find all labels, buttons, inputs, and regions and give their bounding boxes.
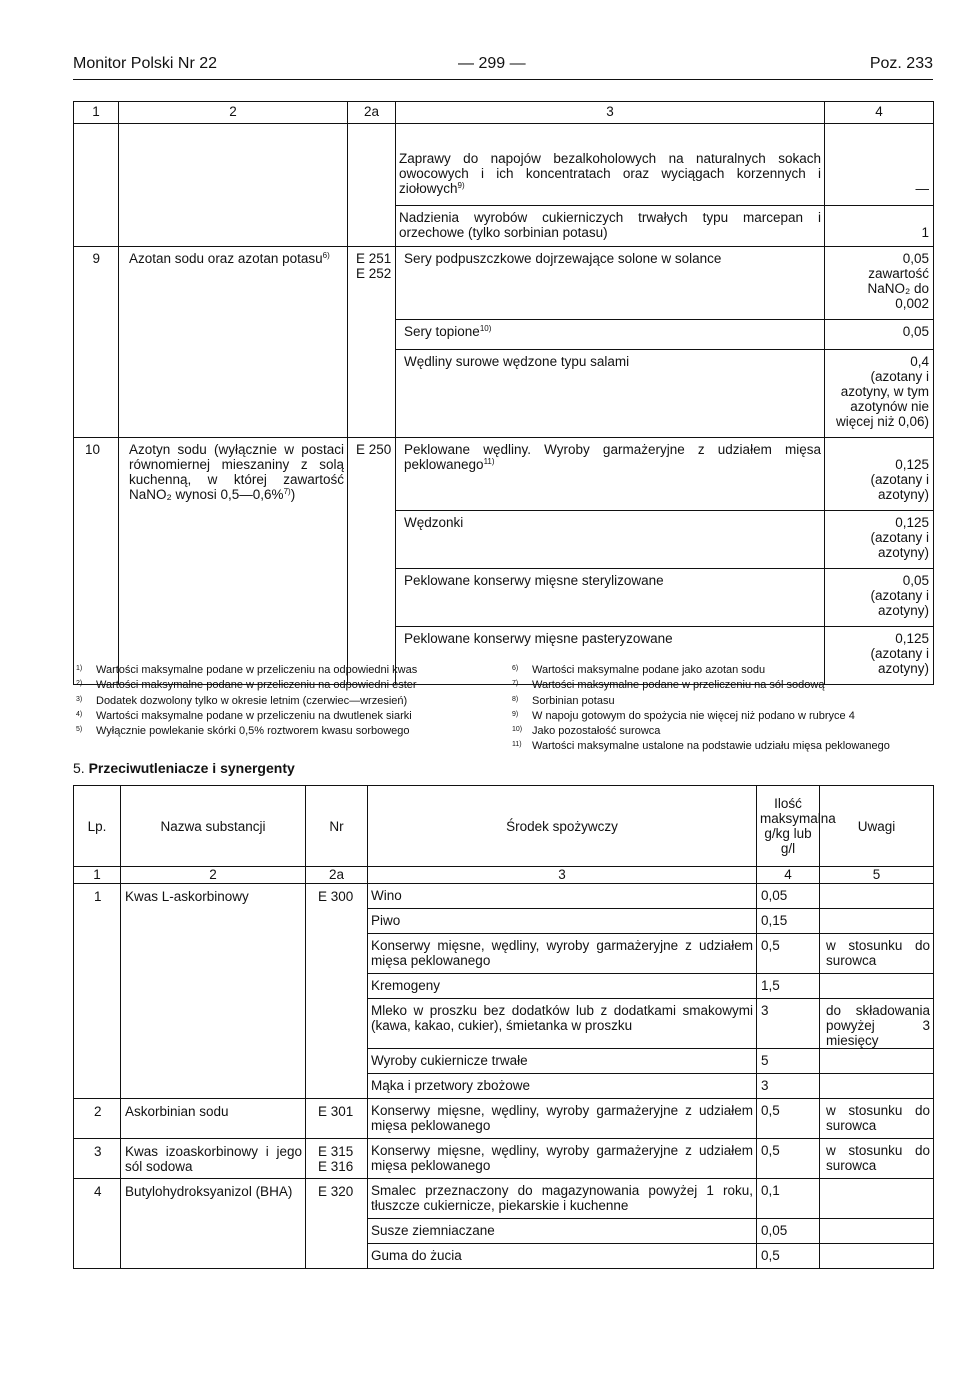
value-cell bbox=[825, 569, 934, 627]
column-number-3 bbox=[306, 867, 368, 884]
food-text: Wędzonki bbox=[404, 515, 464, 530]
food-text: Guma do żucia bbox=[371, 1248, 462, 1263]
quantity-text: 0,1 bbox=[761, 1183, 780, 1198]
value-cell bbox=[825, 206, 934, 247]
footnote-mark: 10) bbox=[512, 726, 523, 734]
quantity-cell bbox=[757, 1099, 820, 1139]
food-cell bbox=[396, 350, 825, 438]
column-number-5 bbox=[757, 867, 820, 884]
footnote-mark: 11) bbox=[512, 741, 522, 749]
food-cell bbox=[368, 974, 757, 999]
food-cell bbox=[396, 206, 825, 247]
quantity-text: 0,5 bbox=[761, 1248, 780, 1263]
table-row bbox=[74, 884, 934, 909]
value-cell bbox=[825, 247, 934, 320]
table-row bbox=[74, 206, 934, 247]
quantity-text: 3 bbox=[761, 1078, 769, 1093]
quantity-text: 1,5 bbox=[761, 978, 780, 993]
quantity-cell bbox=[757, 1049, 820, 1074]
column-number-row bbox=[74, 102, 934, 124]
remarks-cell bbox=[820, 1049, 934, 1074]
footnote-text: Wartości maksymalne ustalone na podstawie udziału mięsa peklowanego bbox=[532, 740, 890, 753]
remarks-cell bbox=[820, 1099, 934, 1139]
header-food bbox=[368, 786, 757, 867]
footnote bbox=[512, 693, 890, 708]
column-number: 3 bbox=[558, 867, 566, 882]
footnote-text: Sorbinian potasu bbox=[532, 694, 615, 707]
column-number: 3 bbox=[606, 104, 614, 119]
footnote bbox=[512, 723, 890, 738]
section-number: 5. bbox=[73, 760, 85, 776]
additive-number: E 250 bbox=[356, 442, 392, 457]
food-text: Mleko w proszku bez dodatków lub z dodatkami smakowymi (kawa, kakao, cukier), śmietanka w proszku bbox=[371, 1003, 753, 1033]
substance-name: Kwas izoaskorbinowy i jego sól sodowa bbox=[125, 1144, 302, 1174]
quantity-cell bbox=[757, 1244, 820, 1269]
food-cell bbox=[368, 1244, 757, 1269]
quantity-text: 0,15 bbox=[761, 913, 788, 928]
substance-name: Askorbinian sodu bbox=[125, 1104, 229, 1119]
food-text: Zaprawy do napojów bezalkoholowych na naturalnych sokach owocowych i ich koncentratach oraz wyciągach korzennych i ziołowych bbox=[399, 151, 821, 196]
food-text: Susze ziemniaczane bbox=[371, 1223, 495, 1238]
footnote-text: Jako pozostałość surowca bbox=[532, 725, 661, 738]
food-cell bbox=[368, 884, 757, 909]
remarks-cell bbox=[820, 974, 934, 999]
table-row bbox=[74, 438, 934, 511]
footnote bbox=[76, 677, 417, 692]
remarks-cell bbox=[820, 1139, 934, 1179]
footnote-ref: 10) bbox=[479, 324, 492, 333]
remarks-cell bbox=[820, 1219, 934, 1244]
footnote-text: W napoju gotowym do spożycia nie więcej niż podano w rubryce 4 bbox=[532, 709, 855, 722]
remarks-cell bbox=[820, 1179, 934, 1219]
quantity-cell bbox=[757, 974, 820, 999]
food-text: Peklowane konserwy mięsne pasteryzowane bbox=[404, 631, 673, 646]
section-heading bbox=[73, 761, 295, 776]
header-lp bbox=[74, 786, 121, 867]
lp-text: 2 bbox=[94, 1104, 102, 1119]
column-number-3 bbox=[348, 102, 396, 124]
quantity-cell bbox=[757, 909, 820, 934]
value-cell bbox=[825, 320, 934, 350]
additive-number: E 300 bbox=[318, 889, 354, 904]
footnote-mark: 2) bbox=[76, 680, 83, 688]
footnote-ref: 9) bbox=[457, 181, 465, 190]
header-rule bbox=[73, 79, 933, 80]
footnote-text: Wartości maksymalne podane w przeliczeniu na odpowiedni ester bbox=[96, 679, 417, 692]
footnote-mark: 6) bbox=[512, 665, 519, 672]
quantity-cell bbox=[757, 1139, 820, 1179]
food-text: Nadzienia wyrobów cukierniczych trwałych typu marcepan i orzechowe (tylko sorbinian potasu) bbox=[399, 210, 821, 240]
value-cell bbox=[825, 438, 934, 511]
quantity-text: 0,5 bbox=[761, 1143, 780, 1158]
lp-cell bbox=[74, 124, 119, 206]
value-cell bbox=[825, 124, 934, 206]
food-cell bbox=[368, 999, 757, 1049]
quantity-text: 5 bbox=[761, 1053, 769, 1068]
food-cell bbox=[396, 247, 825, 320]
remarks-cell bbox=[820, 909, 934, 934]
additive-number-cell bbox=[306, 884, 368, 1099]
substance-name-cell bbox=[121, 1179, 306, 1269]
food-cell bbox=[368, 1049, 757, 1074]
column-number: 1 bbox=[93, 867, 101, 882]
value-cell bbox=[825, 511, 934, 569]
quantity-cell bbox=[757, 1179, 820, 1219]
additive-number-cell bbox=[306, 1179, 368, 1269]
remarks-text: w stosunku do surowca bbox=[826, 938, 930, 968]
column-number-1 bbox=[74, 102, 119, 124]
lp-text: 4 bbox=[94, 1184, 102, 1199]
quantity-text: 0,05 bbox=[761, 888, 788, 903]
column-number: 2a bbox=[363, 104, 380, 119]
header-name bbox=[121, 786, 306, 867]
lp-cell bbox=[74, 206, 119, 247]
header-nr bbox=[306, 786, 368, 867]
additives-table-continued bbox=[73, 101, 934, 685]
food-text: Sery podpuszczkowe dojrzewające solone w solance bbox=[404, 251, 722, 266]
additive-number-cell bbox=[348, 247, 396, 438]
lp-text: 1 bbox=[94, 889, 102, 904]
additive-number: E 320 bbox=[318, 1184, 354, 1199]
footnote-ref: 7) bbox=[283, 487, 291, 496]
footnotes-right bbox=[512, 662, 890, 754]
header-label: Lp. bbox=[87, 818, 107, 834]
column-number: 4 bbox=[784, 867, 792, 882]
value-text: — bbox=[915, 181, 929, 196]
food-cell bbox=[368, 1074, 757, 1099]
footnote bbox=[512, 662, 890, 677]
header-label: Ilość maksymalna g/kg lub g/l bbox=[760, 796, 836, 856]
table-row bbox=[74, 1179, 934, 1219]
value-text: 0,05 zawartość NaNO₂ do 0,002 bbox=[867, 251, 929, 311]
food-cell bbox=[396, 511, 825, 569]
lp-text: 9 bbox=[92, 251, 100, 266]
additive-number: E 315 E 316 bbox=[318, 1144, 354, 1174]
header-row bbox=[74, 786, 934, 867]
column-number-5 bbox=[825, 102, 934, 124]
quantity-text: 0,5 bbox=[761, 1103, 780, 1118]
column-number-row bbox=[74, 867, 934, 884]
column-number: 2 bbox=[209, 867, 217, 882]
food-cell bbox=[368, 1099, 757, 1139]
footnote-mark: 5) bbox=[76, 726, 83, 734]
value-text: 0,125 (azotany i azotyny) bbox=[870, 515, 929, 560]
food-cell bbox=[368, 934, 757, 974]
lp-cell bbox=[74, 1099, 121, 1139]
lp-cell bbox=[74, 247, 119, 438]
column-number: 2a bbox=[328, 867, 345, 882]
food-text: Wino bbox=[371, 888, 402, 903]
table-row bbox=[74, 247, 934, 320]
antioxidants-table bbox=[73, 785, 934, 1269]
food-cell bbox=[368, 1179, 757, 1219]
food-text: Wyroby cukiernicze trwałe bbox=[371, 1053, 528, 1068]
lp-cell bbox=[74, 1139, 121, 1179]
header-label: Nazwa substancji bbox=[160, 818, 266, 834]
value-text: 0,125 (azotany i azotyny) bbox=[870, 457, 929, 502]
additive-number: E 301 bbox=[318, 1104, 354, 1119]
quantity-text: 0,05 bbox=[761, 1223, 788, 1238]
footnote-mark: 3) bbox=[76, 695, 83, 703]
quantity-cell bbox=[757, 999, 820, 1049]
quantity-cell bbox=[757, 934, 820, 974]
footnote bbox=[512, 677, 890, 692]
column-number-2 bbox=[119, 102, 348, 124]
additive-number-cell bbox=[348, 438, 396, 685]
food-text: Kremogeny bbox=[371, 978, 441, 993]
footnote-mark: 7) bbox=[512, 680, 519, 688]
footnote-text: Wartości maksymalne podane w przeliczeniu na odpowiedni kwas bbox=[96, 664, 418, 676]
page-header bbox=[73, 56, 933, 80]
substance-name: Azotyn sodu (wyłącznie w postaci równomiernej mieszaniny z solą kuchenną, w której zawartość NaNO₂ wynosi 0,5—0,6% bbox=[129, 442, 344, 502]
lp-text: 10 bbox=[84, 442, 100, 457]
substance-name-cell bbox=[121, 1099, 306, 1139]
column-number-2 bbox=[121, 867, 306, 884]
quantity-cell bbox=[757, 1074, 820, 1099]
remarks-cell bbox=[820, 1074, 934, 1099]
footnote bbox=[76, 708, 417, 723]
column-number-4 bbox=[368, 867, 757, 884]
column-number-6 bbox=[820, 867, 934, 884]
food-text: Peklowane wędliny. Wyroby garmażeryjne z udziałem mięsa peklowanego bbox=[404, 442, 821, 472]
food-cell bbox=[396, 569, 825, 627]
column-number: 4 bbox=[875, 104, 883, 119]
header-label: Środek spożywczy bbox=[506, 818, 618, 834]
remarks-text: do składowania powyżej 3 miesięcy bbox=[826, 1003, 930, 1048]
footnote bbox=[512, 738, 890, 753]
substance-name-end: ) bbox=[290, 487, 296, 502]
footnote-mark: 4) bbox=[76, 710, 83, 718]
lp-cell bbox=[74, 1179, 121, 1269]
section-title: Przeciwutleniacze i synergenty bbox=[88, 760, 295, 776]
footnote bbox=[76, 693, 417, 708]
column-number-1 bbox=[74, 867, 121, 884]
footnote-ref: 6) bbox=[322, 251, 330, 260]
additive-number-cell bbox=[306, 1099, 368, 1139]
footnotes-left bbox=[76, 662, 417, 738]
food-cell bbox=[368, 1139, 757, 1179]
food-text: Peklowane konserwy mięsne sterylizowane bbox=[404, 573, 664, 588]
footnote-text: Wartości maksymalne podane jako azotan sodu bbox=[532, 664, 766, 676]
additive-number: E 251 E 252 bbox=[356, 251, 392, 281]
footnote-mark: 1) bbox=[76, 665, 83, 672]
food-cell bbox=[396, 438, 825, 511]
footnote-text: Dodatek dozwolony tylko w okresie letnim (czerwiec—wrzesień) bbox=[96, 694, 408, 707]
remarks-cell bbox=[820, 999, 934, 1049]
remarks-text: w stosunku do surowca bbox=[826, 1103, 930, 1133]
quantity-cell bbox=[757, 1219, 820, 1244]
footnote-mark: 8) bbox=[512, 695, 519, 703]
footnote-text: Wartości maksymalne podane w przeliczeniu na sól sodową bbox=[532, 679, 825, 692]
table-row bbox=[74, 124, 934, 206]
lp-cell bbox=[74, 438, 119, 685]
food-text: Mąka i przetwory zbożowe bbox=[371, 1078, 531, 1093]
substance-name: Kwas L-askorbinowy bbox=[125, 889, 249, 904]
footnote-mark: 9) bbox=[512, 710, 519, 718]
header-qty bbox=[757, 786, 836, 867]
table-row bbox=[74, 1099, 934, 1139]
value-text: 0,125 (azotany i azotyny) bbox=[870, 631, 929, 676]
footnote bbox=[76, 662, 417, 677]
value-text: 0,4 (azotany i azotyny, w tym azotynów nie więcej niż 0,06) bbox=[835, 354, 929, 429]
lp-text: 3 bbox=[94, 1144, 102, 1159]
substance-name-cell bbox=[121, 884, 306, 1099]
footnote-ref: 11) bbox=[483, 457, 495, 466]
food-text: Sery topione bbox=[404, 324, 480, 339]
value-cell bbox=[825, 350, 934, 438]
lp-cell bbox=[74, 884, 121, 1099]
value-text: 0,05 bbox=[902, 324, 929, 339]
column-number: 2 bbox=[229, 104, 237, 119]
header-remarks bbox=[820, 786, 934, 867]
additive-number-cell bbox=[306, 1139, 368, 1179]
substance-name: Butylohydroksyanizol (BHA) bbox=[125, 1184, 293, 1199]
quantity-text: 3 bbox=[761, 1003, 769, 1018]
remarks-cell bbox=[820, 934, 934, 974]
food-cell bbox=[396, 320, 825, 350]
substance-name-cell bbox=[121, 1139, 306, 1179]
header-label: Uwagi bbox=[857, 818, 896, 834]
footnote bbox=[512, 708, 890, 723]
quantity-text: 0,5 bbox=[761, 938, 780, 953]
column-number: 1 bbox=[92, 104, 100, 119]
food-text: Konserwy mięsne, wędliny, wyroby garmażeryjne z udziałem mięsa peklowanego bbox=[371, 1103, 753, 1133]
remarks-cell bbox=[820, 1244, 934, 1269]
food-text: Piwo bbox=[371, 913, 401, 928]
food-text: Wędliny surowe wędzone typu salami bbox=[404, 354, 630, 369]
nr-cell bbox=[348, 206, 396, 247]
page-number: — 299 — bbox=[458, 55, 526, 72]
substance-name-cell bbox=[119, 438, 348, 685]
header-label: Nr bbox=[329, 818, 344, 834]
name-cell bbox=[119, 124, 348, 206]
food-cell bbox=[368, 909, 757, 934]
footnote-text: Wyłącznie powlekanie skórki 0,5% roztworem kwasu sorbowego bbox=[96, 725, 410, 738]
food-cell bbox=[396, 124, 825, 206]
substance-name: Azotan sodu oraz azotan potasu bbox=[129, 251, 323, 266]
substance-name-cell bbox=[119, 247, 348, 438]
food-cell bbox=[368, 1219, 757, 1244]
value-text: 1 bbox=[921, 225, 929, 240]
name-cell bbox=[119, 206, 348, 247]
journal-title: Monitor Polski Nr 22 bbox=[73, 55, 218, 72]
footnote-text: Wartości maksymalne podane w przeliczeniu na dwutlenek siarki bbox=[96, 709, 412, 722]
food-text: Konserwy mięsne, wędliny, wyroby garmażeryjne z udziałem mięsa peklowanego bbox=[371, 1143, 753, 1173]
table-row bbox=[74, 1139, 934, 1179]
food-text: Smalec przeznaczony do magazynowania powyżej 1 roku, tłuszcze cukiernicze, piekarskie i kuchenne bbox=[371, 1183, 753, 1213]
remarks-text: w stosunku do surowca bbox=[826, 1143, 930, 1173]
value-text: 0,05 (azotany i azotyny) bbox=[870, 573, 929, 618]
footnote bbox=[76, 723, 417, 738]
position-number: Poz. 233 bbox=[869, 55, 933, 72]
column-number-4 bbox=[396, 102, 825, 124]
food-text: Konserwy mięsne, wędliny, wyroby garmażeryjne z udziałem mięsa peklowanego bbox=[371, 938, 753, 968]
nr-cell bbox=[348, 124, 396, 206]
column-number: 5 bbox=[872, 867, 881, 882]
remarks-cell bbox=[820, 884, 934, 909]
quantity-cell bbox=[757, 884, 820, 909]
